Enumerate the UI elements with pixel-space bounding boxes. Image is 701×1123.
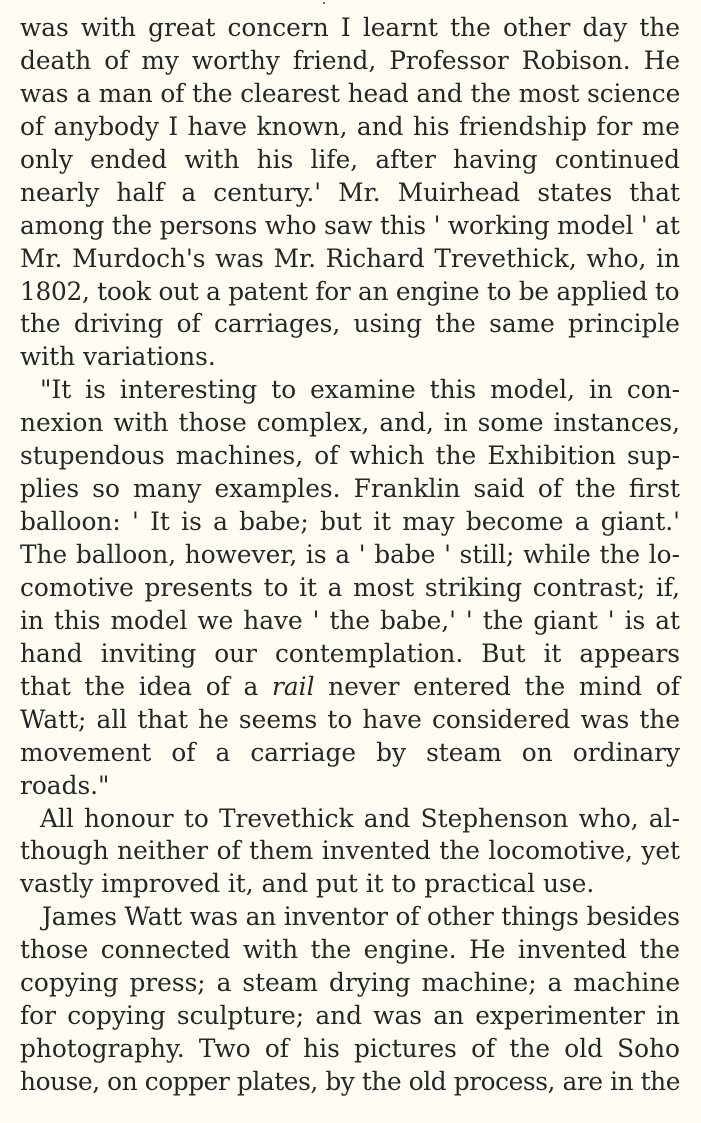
text-line: 1802, took out a patent for an engine to be applied to: [20, 276, 680, 306]
text-line: Watt; all that he seems to have considered was the: [20, 704, 680, 734]
page-mark: [323, 2, 325, 4]
text-line-with-italic: [20, 671, 680, 704]
text-line: movement of a carriage by steam on ordinary: [20, 737, 680, 767]
text-line: nexion with those complex, and, in some instances,: [20, 408, 680, 438]
text-line: house, on copper plates, by the old process, are in the: [20, 1067, 681, 1096]
text-line: though neither of them invented the locomotive, yet: [20, 836, 680, 866]
text-line: photography. Two of his pictures of the old Soho: [20, 1034, 680, 1064]
text-line: vastly improved it, and put it to practical use.: [20, 869, 595, 899]
text-line: copying press; a steam drying machine; a machine: [20, 968, 680, 998]
text-line: among the persons who saw this ' working model ' at: [20, 210, 680, 240]
text-segment: never entered the mind of: [314, 671, 680, 701]
text-line: "It is interesting to examine this model, in con-: [40, 375, 680, 405]
text-line: All honour to Trevethick and Stephenson who, al-: [40, 803, 680, 833]
text-line: stupendous machines, of which the Exhibition sup-: [20, 441, 680, 471]
text-line: nearly half a century.' Mr. Muirhead states that: [20, 177, 680, 207]
text-line: was a man of the clearest head and the most science: [20, 78, 681, 108]
body-text: [20, 12, 680, 1099]
text-line: comotive presents to it a most striking contrast; if,: [20, 572, 680, 602]
text-line: James Watt was an inventor of other things besides: [42, 902, 680, 932]
text-line: The balloon, however, is a ' babe ' still; while the lo-: [20, 540, 680, 569]
text-line: Mr. Murdoch's was Mr. Richard Trevethick, who, in: [20, 243, 680, 273]
text-line: was with great concern I learnt the other day the: [20, 13, 680, 42]
text-line: in this model we have ' the babe,' ' the giant ' is at: [20, 605, 680, 635]
text-line: plies so many examples. Franklin said of the first: [20, 474, 680, 504]
text-line: those connected with the engine. He invented the: [20, 935, 680, 965]
italic-word: rail: [272, 671, 315, 701]
text-line: for copying sculpture; and was an experimenter in: [20, 1001, 680, 1031]
text-line: balloon: ' It is a babe; but it may become a giant.': [20, 507, 680, 537]
text-segment: that the idea of a: [20, 671, 273, 701]
text-line: with variations.: [20, 342, 216, 372]
text-line: hand inviting our contemplation. But it appears: [20, 638, 680, 668]
text-line: only ended with his life, after having continued: [20, 144, 680, 174]
text-line: roads.": [20, 770, 110, 800]
text-line: the driving of carriages, using the same principle: [20, 309, 680, 339]
text-line: death of my worthy friend, Professor Robison. He: [20, 45, 680, 75]
text-line: of anybody I have known, and his friendship for me: [20, 111, 680, 141]
